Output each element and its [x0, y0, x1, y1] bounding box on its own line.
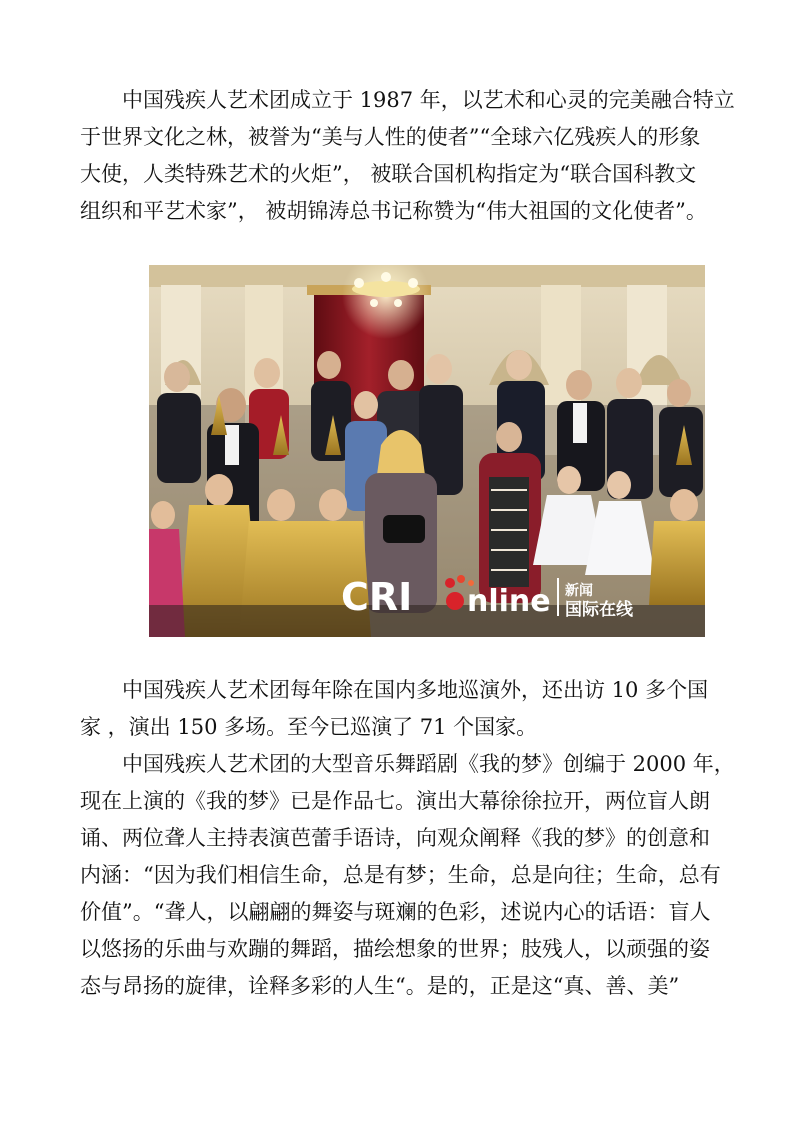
my-dream-paragraph — [80, 746, 735, 1005]
text-line: 诵、两位聋人主持表演芭蕾手语诗，向观众阐释《我的梦》的创意和 — [80, 826, 710, 850]
text-line: 现在上演的《我的梦》已是作品七。演出大幕徐徐拉开，两位盲人朗 — [80, 789, 710, 813]
text-line: 中国残疾人艺术团成立于 1987 年，以艺术和心灵的完美融合特立 — [122, 88, 735, 112]
tour-paragraph — [80, 672, 720, 746]
watermark-site-text: 国际在线 — [565, 600, 633, 620]
text-line: 大使，人类特殊艺术的火炬”， 被联合国机构指定为“联合国科教文 — [80, 162, 697, 186]
text-line: 中国残疾人艺术团每年除在国内多地巡演外，还出访 10 多个国 — [122, 678, 709, 702]
text-line: 中国残疾人艺术团的大型音乐舞蹈剧《我的梦》创编于 2000 年， — [122, 752, 735, 776]
text-line: 组织和平艺术家”， 被胡锦涛总书记称赞为“伟大祖国的文化使者”。 — [80, 199, 707, 223]
watermark-news-text: 新闻 — [565, 583, 593, 599]
text-line: 以悠扬的乐曲与欢蹦的舞蹈，描绘想象的世界；肢残人，以顽强的姿 — [80, 937, 710, 961]
intro-paragraph — [80, 82, 735, 230]
text-line: 于世界文化之林，被誉为“美与人性的使者”“全球六亿残疾人的形象 — [80, 125, 701, 149]
text-line: 家 ，演出 150 多场。至今已巡演了 71 个国家。 — [80, 715, 538, 739]
watermark-cr-text: CRI — [341, 575, 413, 619]
text-line: 价值”。“聋人，以翩翩的舞姿与斑斓的色彩，述说内心的话语：盲人 — [80, 900, 711, 924]
text-line: 内涵：“因为我们相信生命，总是有梦；生命，总是向往；生命，总有 — [80, 863, 721, 887]
group-photo — [149, 265, 705, 637]
text-line: 态与昂扬的旋律，诠释多彩的人生“。是的，正是这“真、善、美” — [80, 974, 680, 998]
watermark-online-text: nline — [467, 584, 551, 619]
